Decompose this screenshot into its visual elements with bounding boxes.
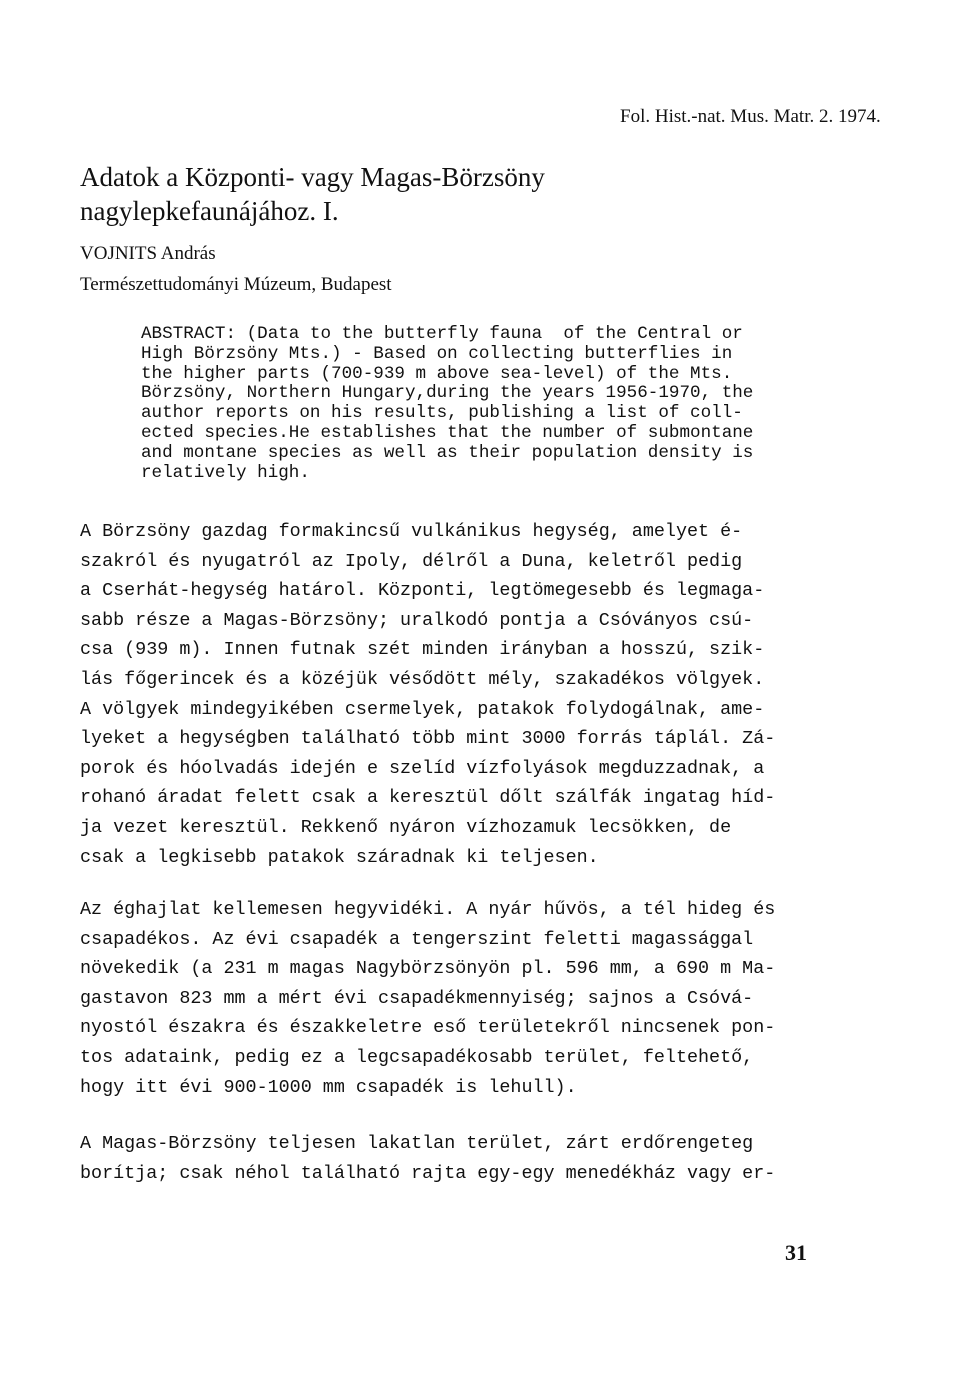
author-name: VOJNITS András [80, 243, 216, 264]
author-block [80, 238, 392, 300]
body-paragraph-2 [80, 895, 775, 1102]
abstract-line: and montane species as well as their population density is [141, 442, 754, 463]
body-line: lás főgerincek és a közéjük vésődött mély, szakadékos völgyek. [80, 668, 765, 690]
abstract-line: High Börzsöny Mts.) - Based on collecting butterflies in [141, 343, 733, 364]
abstract-line: ABSTRACT: (Data to the butterfly fauna of the Central or [141, 324, 743, 344]
abstract [141, 325, 753, 483]
body-line: porok és hóolvadás idején e szelíd vízfolyások megduzzadnak, a [80, 757, 765, 779]
body-line: Az éghajlat kellemesen hegyvidéki. A nyár hűvös, a tél hideg és [80, 899, 776, 920]
body-line: ja vezet keresztül. Rekkenő nyáron vízhozamuk lecsökken, de [80, 816, 732, 838]
body-line: szakról és nyugatról az Ipoly, délről a Duna, keletről pedig [80, 550, 743, 572]
body-line: A völgyek mindegyikében csermelyek, patakok folydogálnak, ame- [80, 698, 765, 720]
page-number: 31 [785, 1240, 807, 1265]
journal-reference: Fol. Hist.-nat. Mus. Matr. 2. 1974. [620, 106, 881, 127]
body-line: A Magas-Börzsöny teljesen lakatlan terület, zárt erdőrengeteg [80, 1133, 754, 1154]
abstract-line: relatively high. [141, 462, 310, 483]
body-line: hogy itt évi 900-1000 mm csapadék is lehull). [80, 1076, 577, 1098]
body-paragraph-3 [80, 1129, 775, 1188]
abstract-line: ected species.He establishes that the number of submontane [141, 422, 754, 443]
body-line: A Börzsöny gazdag formakincsű vulkánikus hegység, amelyet é- [80, 521, 743, 542]
body-line: csa (939 m). Innen futnak szét minden irányban a hosszú, szik- [80, 639, 765, 661]
body-line: nyostól északra és északkeletre eső területekről nincsenek pon- [80, 1017, 776, 1039]
body-line: csak a legkisebb patakok száradnak ki teljesen. [80, 846, 599, 868]
body-line: növekedik (a 231 m magas Nagybörzsönyön pl. 596 mm, a 690 m Ma- [80, 958, 776, 980]
body-line: a Cserhát-hegység határol. Központi, legtömegesebb és legmaga- [80, 580, 765, 602]
body-line: borítja; csak néhol található rajta egy-egy menedékház vagy er- [80, 1162, 776, 1184]
author-affiliation: Természettudományi Múzeum, Budapest [80, 274, 392, 295]
body-paragraph-1 [80, 517, 775, 872]
title-line: Adatok a Központi- vagy Magas-Börzsöny [80, 162, 545, 192]
abstract-line: Börzsöny, Northern Hungary,during the years 1956-1970, the [141, 383, 754, 404]
abstract-line: author reports on his results, publishing a list of coll- [141, 403, 743, 424]
title-line: nagylepkefaunájához. I. [80, 196, 339, 226]
article-title [80, 160, 545, 228]
body-line: gastavon 823 mm a mért évi csapadékmennyiség; sajnos a Csóvá- [80, 987, 754, 1009]
body-line: lyeket a hegységben található több mint 3000 forrás táplál. Zá- [80, 728, 776, 750]
body-line: tos adataink, pedig ez a legcsapadékosabb terület, feltehető, [80, 1046, 754, 1068]
body-line: rohanó áradat felett csak a keresztül dőlt szálfák ingatag híd- [80, 787, 776, 809]
abstract-line: the higher parts (700-939 m above sea-level) of the Mts. [141, 363, 733, 384]
body-line: csapadékos. Az évi csapadék a tengerszint feletti magassággal [80, 928, 754, 950]
body-line: sabb része a Magas-Börzsöny; uralkodó pontja a Csóványos csú- [80, 609, 754, 631]
